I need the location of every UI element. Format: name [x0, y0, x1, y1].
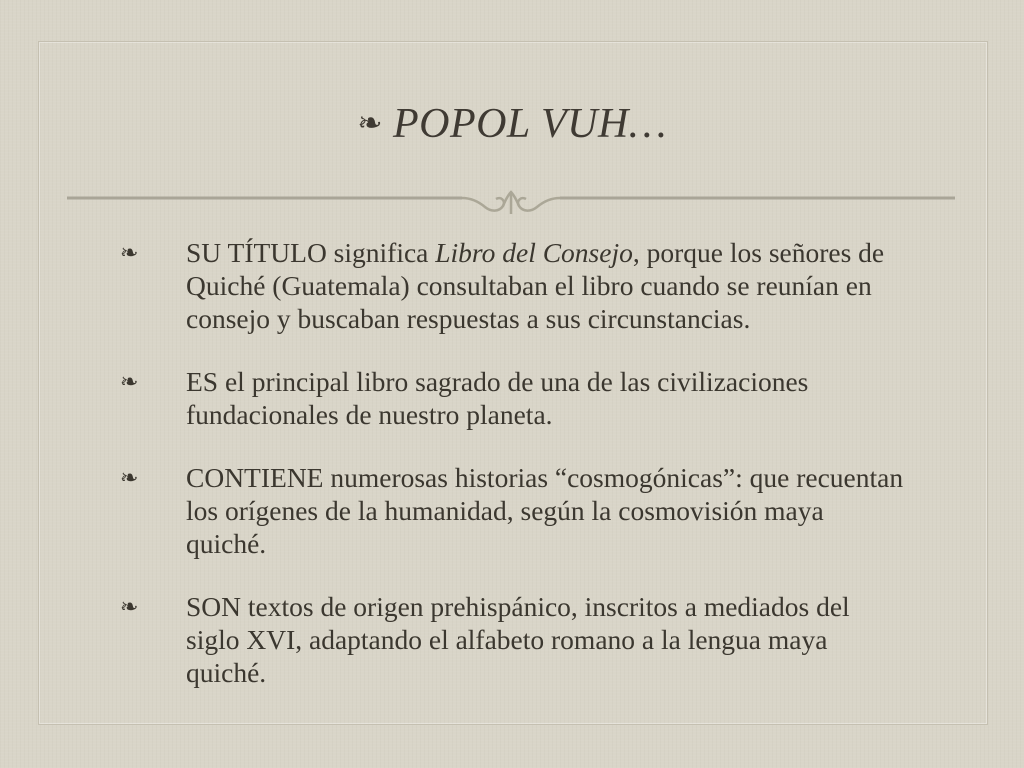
- hedera-fleuron-icon: ❧: [120, 465, 139, 490]
- hedera-fleuron-icon: ❧: [120, 594, 139, 619]
- hedera-fleuron-icon: ❧: [357, 107, 383, 140]
- slide-title: [0, 100, 1024, 148]
- bullet-item: [120, 365, 910, 431]
- bullet-text: ES el principal libro sagrado de una de las civilizaciones fundacionales de nuestro planeta.: [186, 366, 809, 430]
- bullet-item: [120, 590, 910, 689]
- bullet-text: SU TÍTULO significa: [186, 237, 436, 268]
- hedera-fleuron-icon: ❧: [120, 240, 139, 265]
- bullet-text-continued: , porque los señores de Quiché (Guatemala) consultaban el libro cuando se reunían en consejo y buscaban respuestas a sus circunstancias.: [186, 237, 885, 334]
- bullet-item: [120, 461, 910, 560]
- bullet-italic-text: Libro del Consejo: [435, 237, 633, 268]
- bullet-item: [120, 236, 910, 335]
- bullet-text: SON textos de origen prehispánico, inscritos a mediados del siglo XVI, adaptando el alfabeto romano a la lengua maya quiché.: [186, 591, 850, 688]
- slide-title-text: POPOL VUH…: [392, 101, 667, 147]
- bullet-list: [120, 236, 910, 719]
- hedera-fleuron-icon: ❧: [120, 369, 139, 394]
- divider-ornament-icon: [462, 192, 560, 214]
- ornamental-divider: [67, 190, 955, 220]
- bullet-text: CONTIENE numerosas historias “cosmogónicas”: que recuentan los orígenes de la humanidad, según la cosmovisión maya quiché.: [186, 462, 904, 559]
